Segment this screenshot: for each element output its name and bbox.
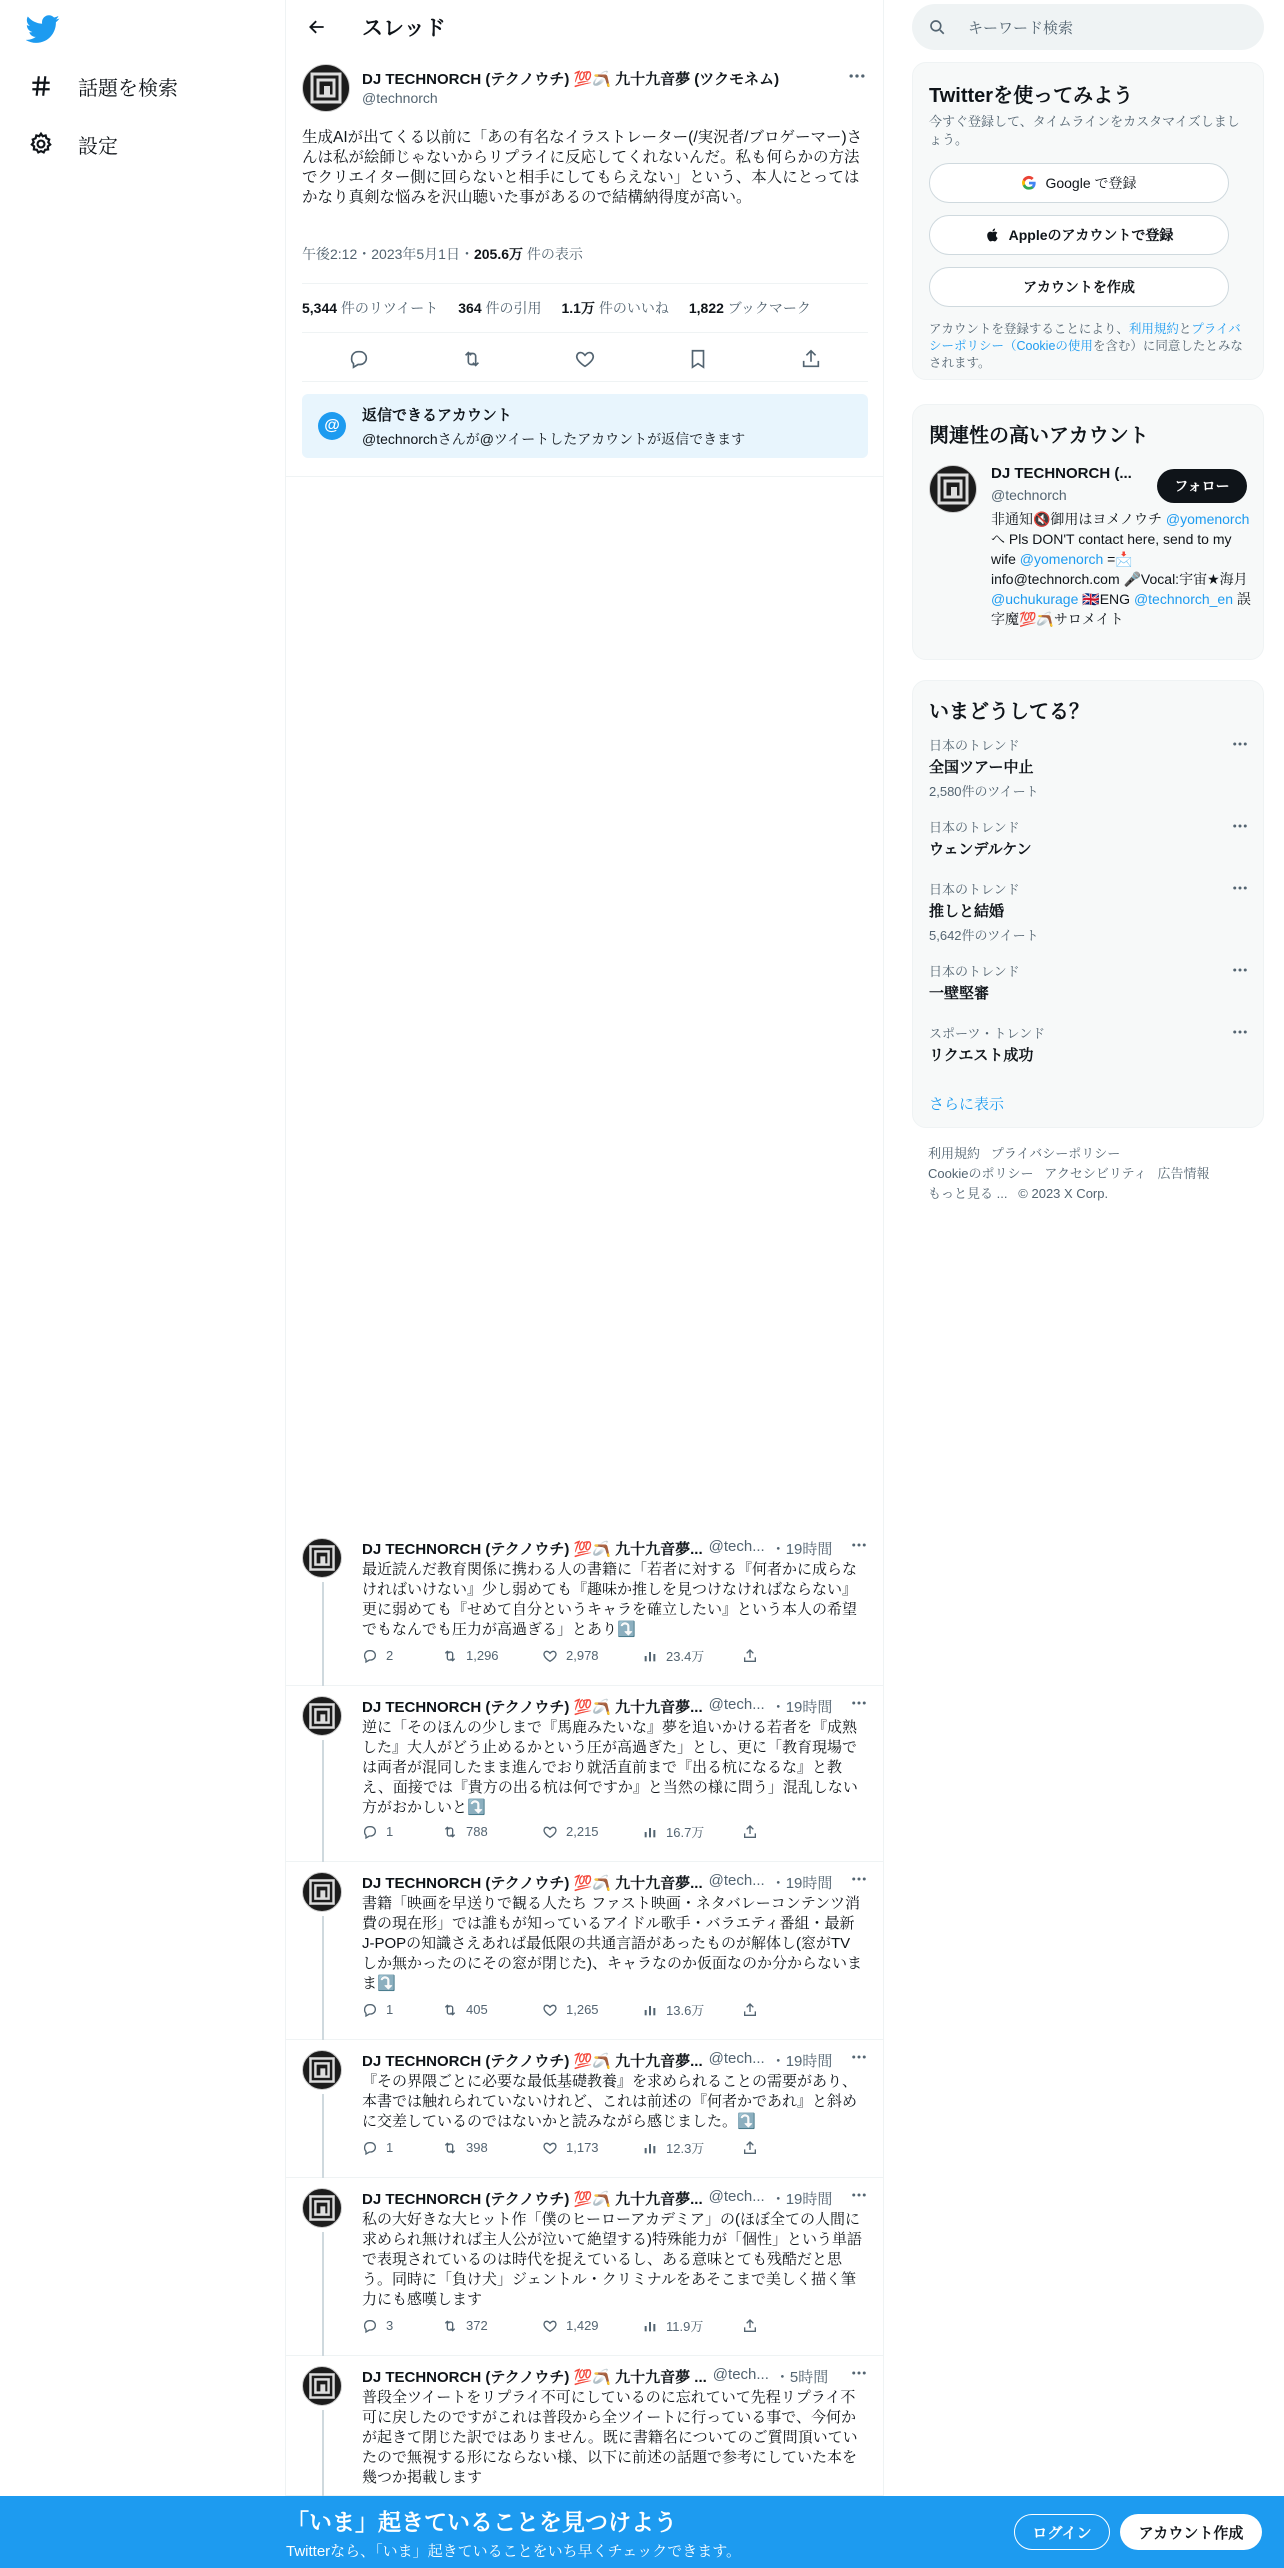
terms-mid: と	[1178, 322, 1192, 336]
retweet-count: 372	[466, 2318, 488, 2333]
nav-settings-label: 設定	[78, 135, 118, 158]
like-icon[interactable]	[542, 2316, 642, 2335]
retweet-icon[interactable]	[461, 348, 483, 370]
thread-line	[322, 2094, 324, 2178]
trend-title: ウェンデルケン	[929, 841, 1032, 858]
signup-title: Twitterを使ってみよう	[929, 85, 1134, 107]
bio-mention-link[interactable]: @yomenorch	[1165, 511, 1250, 527]
trend-item[interactable]	[929, 879, 1249, 944]
trend-item[interactable]	[929, 961, 1249, 1003]
signup-banner	[0, 2496, 1284, 2568]
reply-actions	[362, 1646, 782, 1665]
bio-text: =📩info@technorch.com 🎤Vocal:宇宙★海月	[991, 551, 1248, 587]
reply-icon[interactable]	[362, 2000, 442, 2019]
share-icon[interactable]	[742, 1822, 782, 1841]
related-title: 関連性の高いアカウント	[929, 425, 1149, 447]
more-options-icon[interactable]	[1231, 817, 1249, 835]
reply-author-handle[interactable]: @tech...	[712, 2366, 769, 2383]
trend-title: 全国ツアー中止	[929, 759, 1034, 776]
trend-count: 2,580件のツイート	[929, 784, 1039, 799]
reply-author-name[interactable]: DJ TECHNORCH (テクノウチ) 💯🪃 九十九音夢...	[362, 2053, 703, 2070]
reply-restriction-notice	[302, 394, 868, 458]
more-options-icon[interactable]	[850, 2364, 868, 2382]
reply-avatar[interactable]	[302, 1872, 342, 1912]
nav-explore[interactable]	[28, 58, 258, 114]
reply-icon[interactable]	[362, 2316, 442, 2335]
retweet-icon[interactable]	[442, 2000, 542, 2019]
stat-quotes-label: 件の引用	[481, 300, 542, 316]
author-name[interactable]: DJ TECHNORCH (テクノウチ) 💯🪃 九十九音夢 (ツクモネム)	[362, 71, 780, 88]
author-avatar[interactable]	[302, 64, 350, 112]
privacy-link[interactable]: プライバシーポリシー（Cookieの使用	[929, 322, 1241, 353]
divider	[286, 476, 884, 477]
bio-text: 誤字魔💯🪃サロメイト	[991, 591, 1251, 627]
views-count: 16.7万	[666, 1825, 705, 1840]
retweet-icon[interactable]	[442, 1646, 542, 1665]
nav-settings[interactable]	[28, 116, 258, 172]
stat-retweets[interactable]	[302, 298, 438, 318]
reply-author-handle[interactable]: @tech...	[708, 2050, 765, 2067]
create-account-button[interactable]	[929, 267, 1229, 307]
share-icon[interactable]	[742, 1646, 782, 1665]
search-input[interactable]	[912, 4, 1264, 50]
reply-icon[interactable]	[348, 348, 370, 370]
trend-title: リクエスト成功	[929, 1047, 1034, 1064]
thread-line	[322, 1916, 324, 2040]
reply-author-handle[interactable]: @tech...	[708, 2188, 765, 2205]
bookmark-icon[interactable]	[687, 348, 709, 370]
reply-count: 1	[386, 1824, 394, 1839]
share-icon[interactable]	[800, 348, 822, 370]
trend-item[interactable]	[929, 1023, 1249, 1065]
bio-text: へ Pls DON'T contact here, send to my wife	[991, 531, 1232, 567]
share-icon[interactable]	[742, 2138, 782, 2157]
like-icon[interactable]	[574, 348, 596, 370]
signup-sub: 今すぐ登録して、タイムラインをカスタマイズしましょう。	[929, 114, 1240, 147]
more-options-icon[interactable]	[847, 66, 867, 86]
views-count: 12.3万	[666, 2141, 705, 2156]
create-account-label: アカウントを作成	[1023, 279, 1135, 295]
trends-title: いまどうしてる？	[929, 701, 1089, 723]
tweet-views-value: 205.6万	[473, 246, 524, 262]
tweet-text: 生成AIが出てくる以前に「あの有名なイラストレーター(/実況者/ブロゲーマー)さんは私が絵師じゃないからリプライに反応してくれないんだ。私も何らかの方法でクリエイター側に回らないと相手にしてもらえない」という、本人にとってはかなり真剣な悩みを沢山聴いた事があるので結構納得度が高い。	[302, 129, 863, 206]
related-name[interactable]: DJ TECHNORCH (...	[991, 465, 1132, 482]
reply-count: 2	[386, 1648, 394, 1663]
reply-avatar[interactable]	[302, 2366, 342, 2406]
login-button[interactable]: ログイン	[1014, 2514, 1110, 2550]
trend-item[interactable]	[929, 817, 1249, 859]
main-column	[286, 0, 884, 2568]
stat-retweets-value: 5,344	[302, 300, 338, 316]
sidebar-footer	[928, 1144, 1248, 1204]
reply-actions	[362, 2000, 782, 2019]
reply-header	[362, 1872, 862, 1893]
like-icon[interactable]	[542, 2000, 642, 2019]
related-bio	[991, 509, 1253, 629]
google-signup-button[interactable]	[929, 163, 1229, 203]
reply-tweet[interactable]	[286, 1862, 884, 2040]
stat-likes[interactable]	[562, 298, 669, 318]
google-icon	[1021, 175, 1037, 191]
reply-tweet[interactable]	[286, 1528, 884, 1686]
tweet-actions	[302, 336, 868, 382]
reply-author-name[interactable]: DJ TECHNORCH (テクノウチ) 💯🪃 九十九音夢...	[362, 1541, 703, 1558]
trends-card	[912, 680, 1264, 1128]
trend-category: スポーツ・トレンド	[929, 1026, 1046, 1041]
twitter-logo-icon[interactable]	[26, 12, 66, 52]
apple-signup-label: Appleのアカウントで登録	[1008, 227, 1174, 243]
trend-category: 日本のトレンド	[929, 882, 1020, 897]
like-count: 1,429	[566, 2318, 599, 2333]
reply-author-name[interactable]: DJ TECHNORCH (テクノウチ) 💯🪃 九十九音夢...	[362, 2191, 703, 2208]
footer-terms-link[interactable]: 利用規約	[928, 1146, 981, 1161]
reply-notice-title: 返信できるアカウント	[362, 406, 512, 424]
author-handle[interactable]: @technorch	[362, 90, 438, 106]
banner-signup-button[interactable]: アカウント作成	[1120, 2514, 1262, 2550]
reply-count: 1	[386, 2140, 394, 2155]
footer-copyright: © 2023 X Corp.	[1018, 1186, 1109, 1201]
more-options-icon[interactable]	[1231, 961, 1249, 979]
apple-signup-button[interactable]	[929, 215, 1229, 255]
reply-tweet[interactable]	[286, 2040, 884, 2178]
bio-mention-link[interactable]: @technorch_en	[1133, 591, 1234, 607]
thread-header	[286, 0, 884, 54]
reply-text: 逆に「そのほんの少しまで『馬鹿みたいな』夢を追いかける若者を『成熟した』大人がどう止めるかという圧が高過ぎた」とし、更に「教育現場では両者が混同したまま進んでおり就活直前まで『出る杭になるな』と教え、面接では『貴方の出る杭は何ですか』と当然の様に問う」混乱しない方がおかしいと⤵️	[362, 1719, 858, 1816]
reply-time[interactable]: ・19時間	[770, 2191, 833, 2208]
tweet-time[interactable]: 午後2:12・2023年5月1日・	[302, 246, 474, 262]
trend-category: 日本のトレンド	[929, 738, 1020, 753]
reply-count: 3	[386, 2318, 394, 2333]
like-icon[interactable]	[542, 2138, 642, 2157]
views-icon[interactable]	[642, 2000, 742, 2019]
trend-category: 日本のトレンド	[929, 964, 1020, 979]
reply-tweet[interactable]	[286, 2356, 884, 2496]
more-options-icon[interactable]	[1231, 735, 1249, 753]
views-icon[interactable]	[642, 2138, 742, 2157]
trend-count: 5,642件のツイート	[929, 928, 1039, 943]
signup-terms	[929, 321, 1251, 372]
left-nav	[0, 0, 286, 2568]
reply-time[interactable]: ・19時間	[770, 1699, 833, 1716]
reply-time[interactable]: ・5時間	[774, 2369, 829, 2386]
more-options-icon[interactable]	[850, 1870, 868, 1888]
retweet-count: 405	[466, 2002, 488, 2017]
bio-mention-link[interactable]: @yomenorch	[1019, 551, 1104, 567]
reply-author-handle[interactable]: @tech...	[708, 1872, 765, 1889]
reply-actions	[362, 2316, 782, 2335]
trend-category: 日本のトレンド	[929, 820, 1020, 835]
thread-line	[322, 2232, 324, 2356]
retweet-icon[interactable]	[442, 2316, 542, 2335]
like-count: 1,265	[566, 2002, 599, 2017]
more-options-icon[interactable]	[850, 1694, 868, 1712]
like-count: 2,215	[566, 1824, 599, 1839]
show-more-link[interactable]: さらに表示	[929, 1096, 1005, 1113]
reply-time[interactable]: ・19時間	[770, 2053, 833, 2070]
views-icon[interactable]	[642, 1822, 742, 1841]
reply-header	[362, 1696, 862, 1717]
reply-actions	[362, 2138, 782, 2157]
terms-link[interactable]: 利用規約	[1128, 322, 1179, 336]
share-icon[interactable]	[742, 2316, 782, 2335]
like-icon[interactable]	[542, 1646, 642, 1665]
trend-title: 推しと結婚	[929, 903, 1005, 920]
stat-quotes[interactable]	[458, 298, 541, 318]
stat-bookmarks[interactable]	[689, 298, 811, 318]
like-count: 2,978	[566, 1648, 599, 1663]
reply-header	[362, 2188, 862, 2209]
hashtag-icon	[28, 73, 54, 99]
search-icon	[928, 18, 946, 36]
related-accounts-card	[912, 404, 1264, 660]
bio-text: 🇬🇧ENG	[1078, 591, 1134, 607]
terms-pre: アカウントを登録することにより、	[929, 322, 1129, 336]
reply-icon[interactable]	[362, 1822, 442, 1841]
tweet-views-label: 件の表示	[523, 246, 583, 262]
apple-icon	[985, 227, 1001, 243]
footer-more-link[interactable]: もっと見る ...	[928, 1186, 1008, 1201]
reply-text: 私の大好きな大ヒット作「僕のヒーローアカデミア」の(ほぼ全ての人間に求められ無ければ主人公が泣いて絶望する)特殊能力が「個性」という単語で表現されているのは時代を捉えているし、ある意味とても残酷だと思う。同時に「負け犬」ジェントル・クリミナルをあそこまで美しく描く筆力にも感嘆します	[362, 2211, 862, 2308]
reply-actions	[362, 1822, 782, 1841]
gear-icon	[28, 131, 54, 157]
reply-header	[362, 2050, 862, 2071]
reply-notice-text: @technorchさんが@ツイートしたアカウントが返信できます	[362, 430, 746, 447]
thread-line	[322, 1740, 324, 1862]
views-icon[interactable]	[642, 1646, 742, 1665]
stat-likes-label: 件のいいね	[594, 300, 669, 316]
more-options-icon[interactable]	[850, 2048, 868, 2066]
thread-line	[322, 1582, 324, 1686]
more-options-icon[interactable]	[1231, 1023, 1249, 1041]
reply-icon[interactable]	[362, 2138, 442, 2157]
stat-bookmarks-label: ブックマーク	[723, 300, 811, 316]
footer-cookie-link[interactable]: Cookieのポリシー	[928, 1166, 1034, 1181]
more-options-icon[interactable]	[850, 1536, 868, 1554]
views-count: 11.9万	[666, 2319, 704, 2334]
reply-author-name[interactable]: DJ TECHNORCH (テクノウチ) 💯🪃 九十九音夢...	[362, 1699, 703, 1716]
views-icon[interactable]	[642, 2316, 742, 2335]
share-icon[interactable]	[742, 2000, 782, 2019]
reply-icon[interactable]	[362, 1646, 442, 1665]
tweet-meta	[302, 244, 583, 264]
banner-subtitle: Twitterなら、「いま」起きていることをいち早くチェックできます。	[286, 2543, 742, 2560]
footer-privacy-link[interactable]: プライバシーポリシー	[990, 1146, 1121, 1161]
reply-text: 普段全ツイートをリプライ不可にしているのに忘れていて先程リプライ不可に戻したのですがこれは普段から全ツイートに行っている事で、今何かが起きて閉じた訳ではありません。既に書籍名についてのご質問頂いていたので無視する形にならない様、以下に前述の話題で参考にしていた本を幾つか掲載します	[362, 2389, 858, 2486]
retweet-icon[interactable]	[442, 2138, 542, 2157]
retweet-count: 1,296	[466, 1648, 499, 1663]
retweet-count: 398	[466, 2140, 488, 2155]
back-arrow-icon[interactable]	[300, 10, 334, 44]
at-sign-icon: @	[318, 412, 346, 440]
stat-bookmarks-value: 1,822	[688, 300, 724, 316]
search-placeholder: キーワード検索	[968, 19, 1074, 37]
reply-avatar[interactable]	[302, 2188, 342, 2228]
reply-tweet[interactable]	[286, 1686, 884, 1862]
reply-text: 最近読んだ教育関係に携わる人の書籍に「若者に対する『何者かに成らなければいけない』少し弱めても『趣味か推しを見つけなければならない』更に弱めても『せめて自分というキャラを確立したい』という本人の希望でもなんでも圧力が高過ぎる」とあり⤵️	[362, 1561, 858, 1638]
nav-explore-label: 話題を検索	[78, 77, 178, 100]
retweet-count: 788	[466, 1824, 488, 1839]
thread-line	[322, 2410, 324, 2496]
reply-author-name[interactable]: DJ TECHNORCH (テクノウチ) 💯🪃 九十九音夢 ...	[362, 2369, 707, 2386]
page-title: スレッド	[362, 17, 446, 40]
reply-tweet[interactable]	[286, 2178, 884, 2356]
reply-time[interactable]: ・19時間	[770, 1875, 833, 1892]
reply-author-handle[interactable]: @tech...	[708, 1538, 765, 1555]
reply-header	[362, 2366, 862, 2387]
reply-time[interactable]: ・19時間	[770, 1541, 833, 1558]
signup-card	[912, 62, 1264, 380]
tweet-stats	[302, 283, 868, 333]
bio-mention-link[interactable]: @uchukurage	[991, 591, 1079, 607]
related-avatar[interactable]	[929, 465, 977, 513]
terms-post: を含む）に同意したとみなされます。	[929, 339, 1243, 370]
reply-author-handle[interactable]: @tech...	[708, 1696, 765, 1713]
more-options-icon[interactable]	[1231, 879, 1249, 897]
reply-header	[362, 1538, 862, 1559]
footer-accessibility-link[interactable]: アクセシビリティ	[1044, 1166, 1147, 1181]
reply-text: 『その界隈ごとに必要な最低基礎教養』を求められることの需要があり、本書では触れられていないけれど、これは前述の『何者かであれ』と斜めに交差しているのではないかと読みながら感じました。⤵️	[362, 2073, 858, 2130]
related-handle[interactable]: @technorch	[991, 487, 1067, 503]
stat-retweets-label: 件のリツイート	[337, 300, 439, 316]
follow-button[interactable]: フォロー	[1157, 469, 1247, 503]
reply-text: 書籍「映画を早送りで観る人たち ファスト映画・ネタバレーコンテンツ消費の現在形」では誰もが知っているアイドル歌手・バラエティ番組・最新J-POPの知識さえあれば最低限の共通言語があったものが解体し(窓がTVしか無かったのにその窓が閉じた)、キャラなのか仮面なのか分からないまま⤵️	[362, 1895, 862, 1992]
reply-avatar[interactable]	[302, 1538, 342, 1578]
like-icon[interactable]	[542, 1822, 642, 1841]
stat-likes-value: 1.1万	[561, 300, 595, 316]
reply-avatar[interactable]	[302, 2050, 342, 2090]
stat-quotes-value: 364	[458, 300, 482, 316]
like-count: 1,173	[566, 2140, 599, 2155]
trend-item[interactable]	[929, 735, 1249, 800]
reply-avatar[interactable]	[302, 1696, 342, 1736]
trend-title: 一壁堅審	[929, 985, 990, 1002]
reply-count: 1	[386, 2002, 394, 2017]
more-options-icon[interactable]	[850, 2186, 868, 2204]
footer-ads-link[interactable]: 広告情報	[1157, 1166, 1210, 1181]
google-signup-label: Google で登録	[1045, 175, 1137, 191]
banner-title: 「いま」起きていることを見つけよう	[286, 2509, 677, 2535]
views-count: 23.4万	[666, 1649, 705, 1664]
bio-text: 非通知🔇御用はヨメノウチ	[991, 511, 1166, 527]
views-count: 13.6万	[666, 2003, 705, 2018]
reply-author-name[interactable]: DJ TECHNORCH (テクノウチ) 💯🪃 九十九音夢...	[362, 1875, 703, 1892]
retweet-icon[interactable]	[442, 1822, 542, 1841]
